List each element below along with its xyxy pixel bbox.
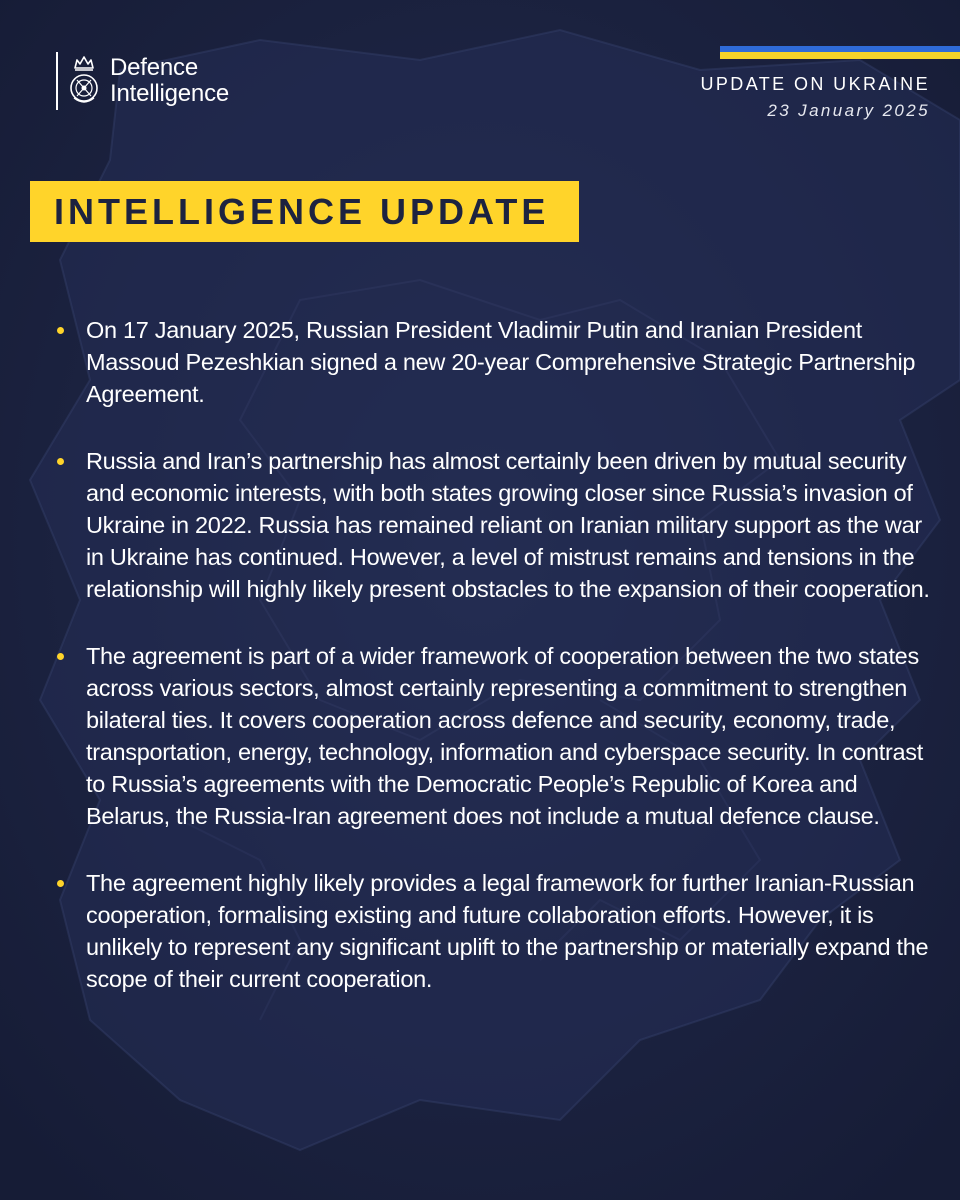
bullet-dot-icon	[57, 327, 64, 334]
list-item	[57, 314, 937, 410]
title-banner	[30, 181, 579, 242]
logo-wordmark	[110, 55, 229, 107]
bullet-text: On 17 January 2025, Russian President Vladimir Putin and Iranian President Massoud Pezeshkian signed a new 20-year Comprehensive Strategic Partnership Agreement.	[86, 317, 916, 407]
logo-line-1: Defence	[110, 54, 198, 81]
list-item	[57, 640, 937, 832]
ukraine-flag-strip	[720, 46, 960, 59]
bullet-list	[57, 314, 937, 1030]
page-title: INTELLIGENCE UPDATE	[54, 190, 550, 232]
defence-intelligence-logo	[56, 52, 229, 110]
bullet-dot-icon	[57, 880, 64, 887]
update-date: 23 January 2025	[767, 101, 930, 120]
royal-crest-icon	[66, 54, 102, 108]
update-subtitle: UPDATE ON UKRAINE	[700, 74, 930, 94]
flag-yellow-band	[720, 52, 960, 59]
bullet-text: The agreement highly likely provides a legal framework for further Iranian-Russian cooperation, formalising existing and future collaboration efforts. However, it is unlikely to represent any significant uplift to the partnership or materially expand the scope of their current cooperation.	[86, 870, 929, 992]
list-item	[57, 445, 937, 605]
logo-line-2: Intelligence	[110, 80, 230, 107]
bullet-dot-icon	[57, 458, 64, 465]
list-item	[57, 867, 937, 995]
bullet-text: The agreement is part of a wider framework of cooperation between the two states across various sectors, almost certainly representing a commitment to strengthen bilateral ties. It covers cooperation across defence and security, economy, trade, transportation, energy, technology, information and cyberspace security. In contrast to Russia’s agreements with the Democratic People’s Republic of Korea and Belarus, the Russia-Iran agreement does not include a mutual defence clause.	[86, 643, 923, 829]
bullet-text: Russia and Iran’s partnership has almost certainly been driven by mutual security and economic interests, with both states growing closer since Russia’s invasion of Ukraine in 2022. Russia has remained reliant on Iranian military support as the war in Ukraine has continued. However, a level of mistrust remains and tensions in the relationship will highly likely present obstacles to the expansion of their cooperation.	[86, 448, 930, 602]
logo-divider	[56, 52, 58, 110]
bullet-dot-icon	[57, 653, 64, 660]
